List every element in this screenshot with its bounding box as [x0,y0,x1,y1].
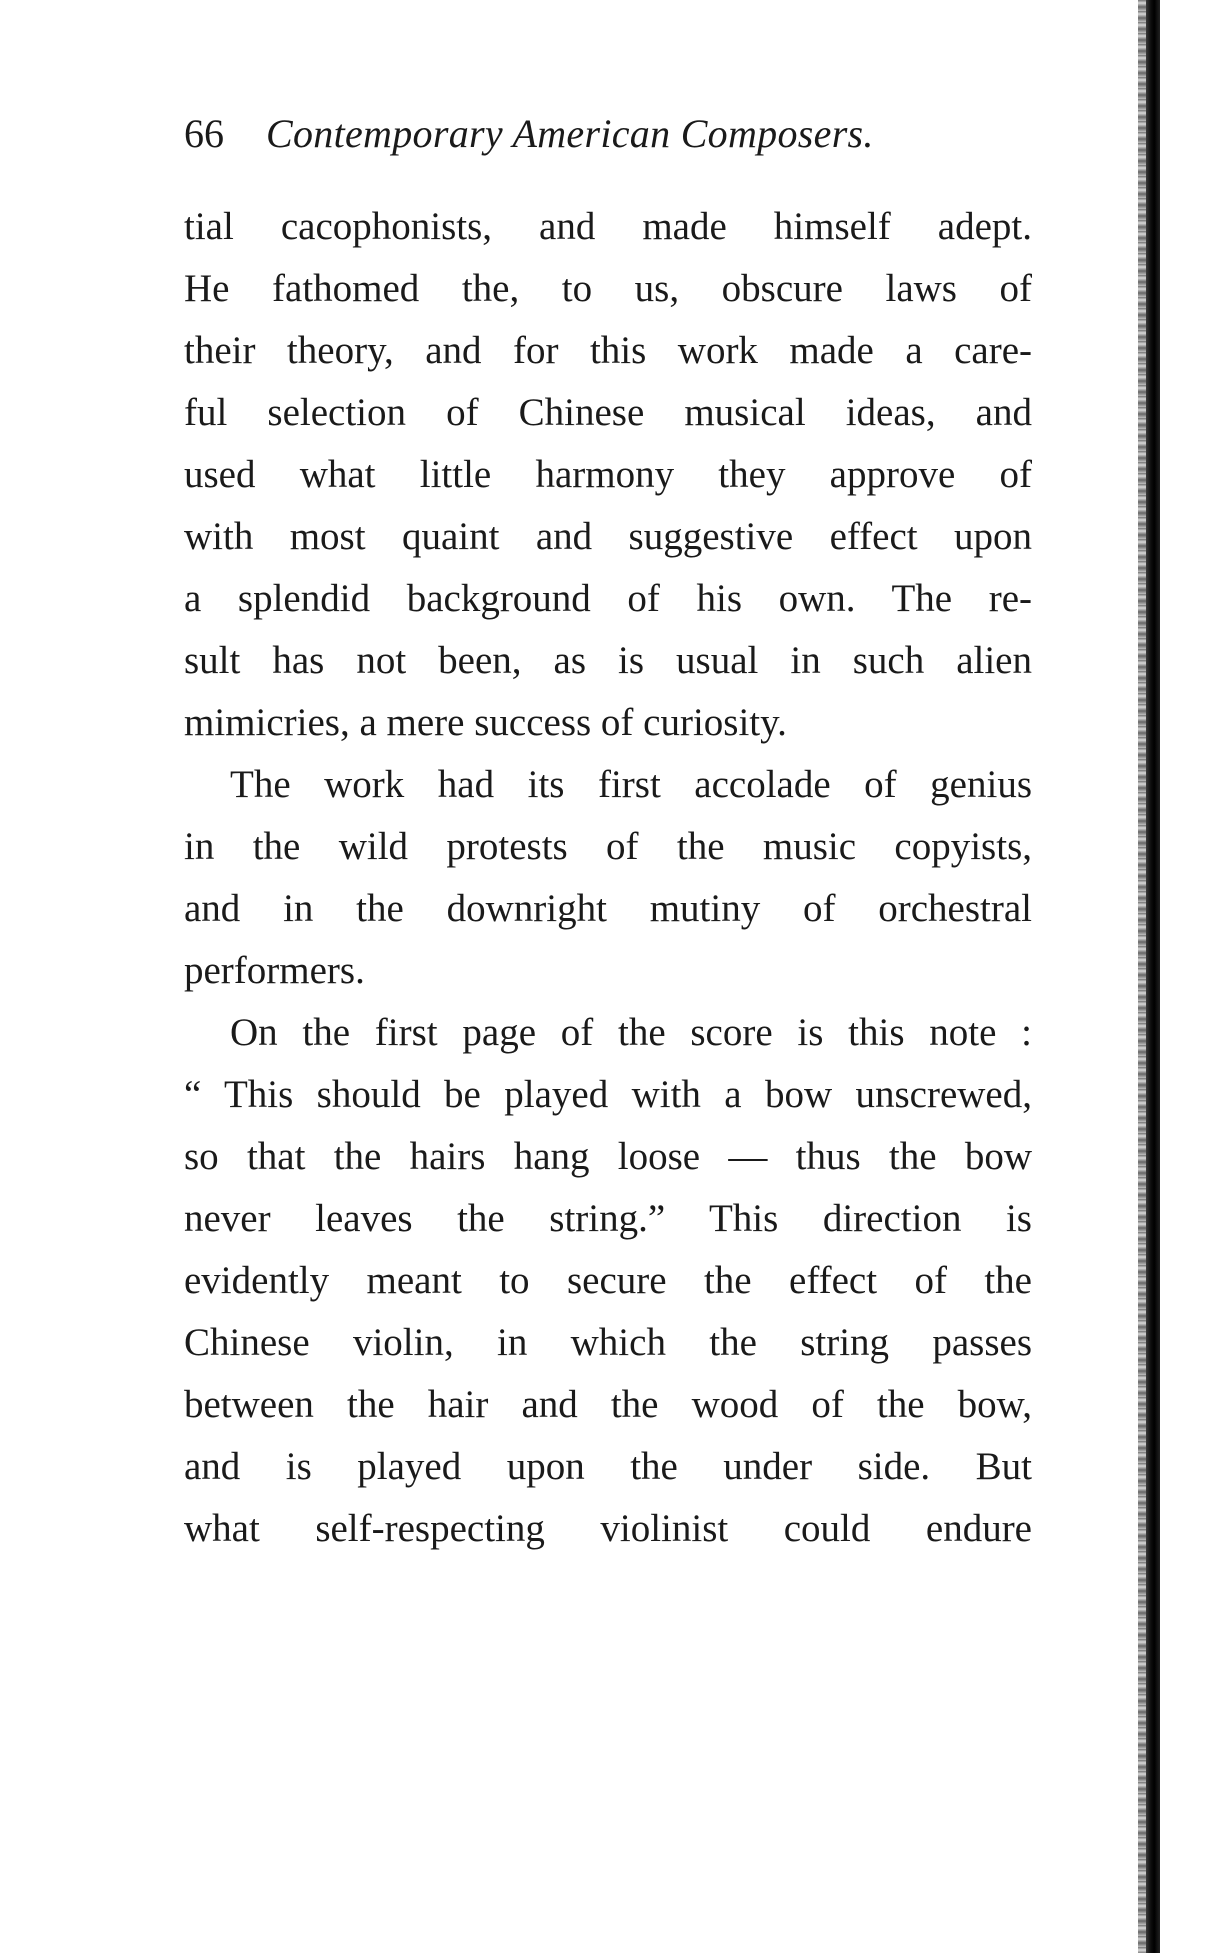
text-line: performers. [184,949,365,992]
page-binding-edge [1146,0,1160,1953]
text-line: between the hair and the wood of the bow, [184,1383,1032,1426]
text-line: mimicries, a mere success of curiosity. [184,701,787,744]
text-line: so that the hairs hang loose — thus the bow [184,1135,1032,1178]
paragraph-start-line: The work had its first accolade of genius [230,763,1032,806]
text-line: and is played upon the under side. But [184,1445,1032,1488]
text-line: and in the downright mutiny of orchestral [184,887,1032,930]
text-line: used what little harmony they approve of [184,453,1032,496]
text-line: sult has not been, as is usual in such alien [184,639,1032,682]
text-line: tial cacophonists, and made himself adept. [184,205,1032,248]
running-head [184,110,874,158]
text-line: ful selection of Chinese musical ideas, and [184,391,1032,434]
text-line: with most quaint and suggestive effect upon [184,515,1032,558]
page-number: 66 [184,111,224,156]
text-line: He fathomed the, to us, obscure laws of [184,267,1032,310]
text-line: a splendid background of his own. The re- [184,577,1032,620]
text-line: what self-respecting violinist could endure [184,1507,1032,1550]
book-title: Contemporary American Composers. [266,111,874,156]
text-line: Chinese violin, in which the string passes [184,1321,1032,1364]
paragraph-start-line: On the first page of the score is this note : [230,1011,1032,1054]
text-line: their theory, and for this work made a care- [184,329,1032,372]
text-line: never leaves the string.” This direction is [184,1197,1032,1240]
text-line: in the wild protests of the music copyists, [184,825,1032,868]
body-text [184,196,1032,1560]
text-line: evidently meant to secure the effect of the [184,1259,1032,1302]
text-line: “ This should be played with a bow unscrewed, [184,1073,1032,1116]
page-binding-shadow [1138,0,1146,1953]
